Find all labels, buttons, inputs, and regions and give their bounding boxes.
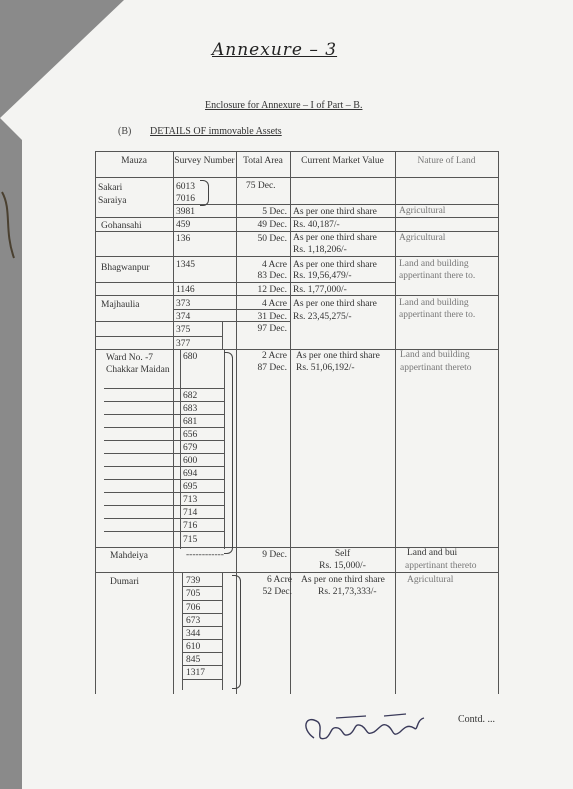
survey-number-cell: 683: [183, 404, 198, 414]
row-divider: [104, 401, 224, 402]
area-cell: 97 Dec.: [257, 324, 287, 334]
survey-number-cell: 680: [183, 352, 198, 362]
nature-cell: Land and building: [399, 298, 469, 308]
section-title: DETAILS OF immovable Assets: [150, 126, 282, 137]
market-value-cell: As per one third share: [293, 207, 377, 217]
row-divider: [104, 388, 224, 389]
survey-number-cell: 706: [186, 603, 201, 613]
nature-cell: Land and bui: [407, 548, 458, 558]
survey-number-cell: 610: [186, 642, 201, 652]
mauza-cell: Ward No. -7 Chakkar Maidan: [106, 353, 170, 375]
market-value-cell: As per one third share: [296, 351, 380, 361]
market-value-cell: As per one third share: [293, 260, 377, 270]
area-cell: 75 Dec.: [246, 181, 276, 191]
survey-number-cell: 656: [183, 430, 198, 440]
column-divider: [395, 151, 396, 694]
row-divider: [104, 492, 224, 493]
row-divider: [104, 466, 224, 467]
mauza-cell: Gohansahi: [101, 221, 142, 231]
survey-number-cell: 682: [183, 391, 198, 401]
nature-cell: Agricultural: [399, 233, 446, 243]
area-cell: 5 Dec.: [262, 207, 287, 217]
survey-number-cell: 739: [186, 576, 201, 586]
market-value-cell: As per one third share: [293, 233, 377, 243]
row-divider: [104, 414, 224, 415]
nature-cell: Agricultural: [399, 206, 446, 216]
survey-number-cell: 7016: [176, 194, 195, 204]
handwritten-signature: [296, 708, 436, 753]
market-value-cell: As per one third share: [293, 299, 377, 309]
column-divider: [173, 151, 174, 694]
mauza-cell: Sakari Saraiya: [98, 183, 127, 206]
area-cell: 4 Acre: [261, 260, 287, 270]
column-header-total-area: Total Area: [243, 156, 283, 166]
section-letter: (B): [118, 126, 132, 137]
enclosure-heading: Enclosure for Annexure – I of Part – B.: [205, 100, 363, 111]
row-divider: [95, 282, 395, 283]
table-border-left: [95, 151, 96, 694]
row-divider: [104, 505, 224, 506]
annexure-title: Annexure – 3: [212, 40, 338, 60]
market-value-cell: Rs. 21,73,333/-: [318, 587, 377, 597]
survey-number-cell: 344: [186, 629, 201, 639]
survey-subcolumn-line: [222, 321, 223, 349]
market-value-cell: Rs. 51,06,192/-: [296, 363, 355, 373]
column-header-survey-number: Survey Number: [174, 156, 235, 166]
survey-number-cell: 375: [176, 325, 191, 335]
column-header-nature-of-land: Nature of Land: [417, 156, 476, 166]
column-divider: [290, 151, 291, 694]
survey-number-cell: 679: [183, 443, 198, 453]
row-divider: [104, 453, 224, 454]
survey-number-cell: 377: [176, 339, 191, 349]
mauza-cell: Bhagwanpur: [101, 263, 150, 273]
row-divider: [173, 204, 498, 205]
survey-brace: [224, 352, 233, 554]
survey-number-cell: 373: [176, 299, 191, 309]
row-divider: [182, 679, 222, 680]
mauza-cell: Majhaulia: [101, 300, 140, 310]
survey-number-cell: 673: [186, 616, 201, 626]
market-value-cell: Self: [334, 549, 351, 559]
area-cell: 52 Dec.: [262, 587, 292, 597]
area-cell: 83 Dec.: [257, 271, 287, 281]
market-value-cell: Rs. 23,45,275/-: [293, 312, 352, 322]
nature-cell: Land and building: [400, 350, 470, 360]
nature-cell: appertinant thereto: [405, 561, 477, 571]
nature-cell: appertinant thereto: [400, 363, 472, 373]
survey-number-cell: 694: [183, 469, 198, 479]
market-value-cell: Rs. 40,187/-: [293, 220, 340, 230]
survey-number-cell: 459: [176, 220, 191, 230]
row-divider: [104, 440, 224, 441]
survey-number-cell: 714: [183, 508, 198, 518]
row-divider: [182, 600, 222, 601]
table-border-top: [95, 151, 498, 152]
column-header-market-value: Current Market Value: [301, 156, 384, 166]
market-value-cell: Rs. 1,77,000/-: [293, 285, 347, 295]
survey-number-cell: 705: [186, 589, 201, 599]
row-divider: [104, 479, 224, 480]
survey-number-cell: 136: [176, 234, 191, 244]
area-cell: 6 Acre: [266, 575, 292, 585]
survey-subcolumn-line: [182, 572, 183, 690]
survey-subcolumn-line: [180, 349, 181, 549]
survey-number-cell: 681: [183, 417, 198, 427]
survey-subcolumn-line: [222, 572, 223, 690]
survey-number-cell: 1317: [186, 668, 205, 678]
row-divider: [104, 531, 224, 532]
row-divider: [95, 336, 223, 337]
market-value-cell: As per one third share: [301, 575, 385, 585]
survey-number-cell: 715: [183, 535, 198, 545]
survey-number-cell: 6013: [176, 182, 195, 192]
nature-cell: Agricultural: [407, 575, 454, 585]
survey-number-cell: 1345: [176, 260, 195, 270]
binding-string-mark: [0, 190, 20, 260]
area-cell: 87 Dec.: [257, 363, 287, 373]
row-divider: [95, 572, 498, 573]
survey-number-cell: 716: [183, 521, 198, 531]
market-value-cell: Rs. 15,000/-: [319, 561, 366, 571]
survey-number-cell: 695: [183, 482, 198, 492]
area-cell: 50 Dec.: [257, 234, 287, 244]
row-divider: [104, 518, 224, 519]
nature-cell: appertinant there to.: [399, 310, 476, 320]
market-value-cell: Rs. 1,18,206/-: [293, 245, 347, 255]
table-border-right: [498, 151, 499, 694]
survey-number-cell: 1146: [176, 285, 195, 295]
survey-number-cell: 600: [183, 456, 198, 466]
mauza-cell: Mahdeiya: [110, 551, 148, 561]
market-value-cell: Rs. 19,56,479/-: [293, 271, 352, 281]
area-cell: 12 Dec.: [257, 285, 287, 295]
area-cell: 49 Dec.: [257, 220, 287, 230]
area-cell: 31 Dec.: [257, 312, 287, 322]
survey-number-cell: 845: [186, 655, 201, 665]
nature-cell: appertinant there to.: [399, 271, 476, 281]
continued-note: Contd. ...: [458, 714, 495, 725]
area-cell: 2 Acre: [261, 351, 287, 361]
mauza-cell: Dumari: [110, 577, 140, 587]
row-divider: [95, 256, 498, 257]
column-header-mauza: Mauza: [121, 156, 147, 166]
survey-brace: [200, 180, 209, 206]
area-cell: 4 Acre: [261, 299, 287, 309]
header-divider: [95, 177, 498, 178]
nature-cell: Land and building: [399, 259, 469, 269]
survey-number-cell: ------------: [186, 550, 224, 560]
survey-number-cell: 3981: [176, 207, 195, 217]
survey-number-cell: 374: [176, 312, 191, 322]
survey-number-cell: 713: [183, 495, 198, 505]
row-divider: [104, 427, 224, 428]
area-cell: 9 Dec.: [262, 550, 287, 560]
